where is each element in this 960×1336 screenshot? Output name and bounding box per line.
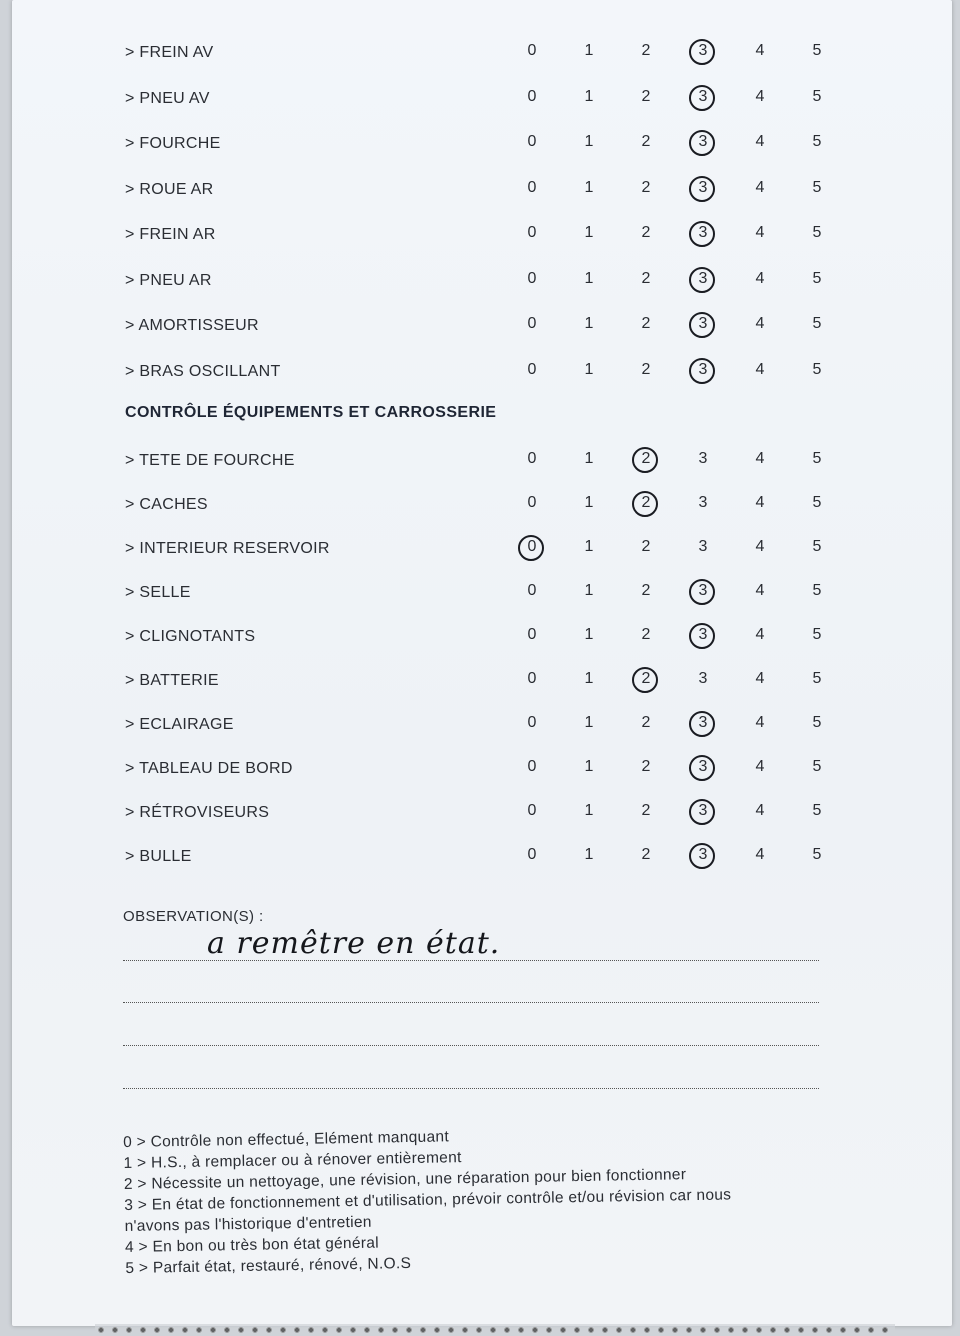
score-option[interactable]: 1 — [584, 133, 594, 150]
score-option[interactable]: 5 — [812, 494, 822, 511]
score-option[interactable]: 4 — [755, 802, 765, 819]
score-option[interactable]: 2 — [641, 178, 651, 196]
score-option[interactable]: 0 — [527, 87, 537, 105]
observation-line — [123, 960, 819, 961]
score-option-selected[interactable]: 0 — [520, 538, 544, 556]
rating-row-label: > INTERIEUR RESERVOIR — [125, 540, 330, 557]
legend-line: 3 > En état de fonctionnement et d'utilisation, prévoir contrôle et/ou révision car nous — [124, 1186, 732, 1214]
score-option[interactable]: 5 — [812, 538, 822, 555]
score-option-selected[interactable]: 3 — [691, 626, 715, 644]
score-option[interactable]: 5 — [812, 42, 822, 59]
score-option[interactable]: 4 — [755, 670, 765, 687]
rating-row-label: > CACHES — [125, 496, 208, 513]
rating-row-label: > CLIGNOTANTS — [125, 628, 256, 645]
score-option[interactable]: 5 — [812, 450, 822, 467]
rating-row — [12, 798, 952, 828]
score-option[interactable]: 3 — [698, 450, 708, 467]
score-option[interactable]: 0 — [527, 758, 537, 775]
score-option[interactable]: 1 — [584, 714, 594, 731]
score-option[interactable]: 2 — [641, 269, 651, 287]
score-option[interactable]: 5 — [812, 582, 822, 599]
score-option[interactable]: 5 — [812, 87, 822, 105]
rating-row-label: > ROUE AR — [125, 180, 214, 198]
score-option-selected[interactable]: 3 — [691, 582, 715, 600]
score-option[interactable]: 5 — [812, 846, 822, 863]
rating-row — [12, 842, 952, 872]
score-option[interactable]: 4 — [755, 538, 765, 555]
score-option-selected[interactable]: 3 — [691, 270, 715, 288]
rating-row — [12, 622, 952, 652]
legend-line: 1 > H.S., à remplacer ou à rénover entièrement — [123, 1149, 462, 1172]
score-option[interactable]: 2 — [641, 714, 651, 731]
score-option[interactable]: 4 — [755, 450, 765, 467]
score-option[interactable]: 4 — [755, 87, 765, 105]
score-option-selected[interactable]: 3 — [691, 802, 715, 820]
score-option[interactable]: 5 — [812, 269, 822, 287]
rating-row-label: > PNEU AR — [125, 271, 212, 289]
rating-row-label: > TABLEAU DE BORD — [125, 760, 293, 777]
legend-line: 4 > En bon ou très bon état général — [124, 1234, 380, 1256]
score-option-selected[interactable]: 3 — [691, 133, 715, 151]
observations-handwritten-note: a remêtre en état. — [207, 926, 501, 961]
score-option[interactable]: 2 — [641, 802, 651, 819]
score-option[interactable]: 5 — [812, 670, 822, 687]
rating-row-label: > TETE DE FOURCHE — [125, 452, 295, 469]
score-option[interactable]: 2 — [641, 315, 651, 332]
score-option-selected[interactable]: 3 — [691, 224, 715, 242]
rating-row — [12, 84, 952, 114]
score-option-selected[interactable]: 3 — [691, 758, 715, 776]
rating-row — [12, 490, 952, 520]
score-option[interactable]: 0 — [527, 714, 537, 731]
rating-row — [12, 357, 952, 387]
score-option[interactable]: 4 — [755, 714, 765, 731]
rating-row — [12, 311, 952, 341]
rating-row-label: > BATTERIE — [125, 672, 219, 689]
score-option-selected[interactable]: 3 — [691, 88, 715, 106]
score-option[interactable]: 0 — [527, 133, 537, 150]
score-option[interactable]: 3 — [698, 538, 708, 555]
score-option[interactable]: 2 — [641, 133, 651, 150]
rating-row-label: > RÉTROVISEURS — [125, 804, 270, 821]
score-option[interactable]: 2 — [641, 626, 651, 643]
score-option[interactable]: 1 — [584, 269, 594, 287]
score-option[interactable]: 4 — [755, 626, 765, 643]
score-option[interactable]: 0 — [527, 360, 537, 378]
rating-row — [12, 754, 952, 784]
score-option[interactable]: 4 — [755, 360, 765, 378]
score-option[interactable]: 1 — [584, 494, 594, 511]
score-option[interactable]: 4 — [755, 269, 765, 287]
rating-row-label: > BRAS OSCILLANT — [125, 362, 281, 380]
score-option-selected[interactable]: 3 — [691, 714, 715, 732]
score-option[interactable]: 0 — [527, 802, 537, 819]
section-title-equipment: CONTRÔLE ÉQUIPEMENTS ET CARROSSERIE — [125, 404, 497, 421]
score-option[interactable]: 0 — [527, 224, 537, 241]
score-option[interactable]: 1 — [584, 224, 594, 241]
rating-row — [12, 38, 952, 68]
rating-row-label: > BULLE — [125, 848, 192, 865]
rating-row-label: > SELLE — [125, 584, 191, 601]
score-option[interactable]: 0 — [527, 315, 537, 332]
rating-row — [12, 266, 952, 296]
score-option[interactable]: 1 — [584, 846, 594, 863]
legend-line: 5 > Parfait état, restauré, rénové, N.O.S — [125, 1254, 412, 1277]
score-option-selected[interactable]: 3 — [691, 846, 715, 864]
score-option[interactable]: 2 — [641, 224, 651, 241]
score-option[interactable]: 5 — [812, 360, 822, 378]
score-option-selected[interactable]: 3 — [691, 42, 715, 60]
score-option[interactable]: 0 — [527, 494, 537, 511]
score-option[interactable]: 1 — [584, 538, 594, 555]
rating-row — [12, 666, 952, 696]
observations-label: OBSERVATION(S) : — [123, 908, 264, 925]
rating-row — [12, 534, 952, 564]
score-option[interactable]: 5 — [812, 802, 822, 819]
rating-row-label: > ECLAIRAGE — [125, 716, 234, 733]
score-option[interactable]: 5 — [812, 626, 822, 643]
inspection-sheet — [12, 0, 952, 1326]
score-option[interactable]: 2 — [641, 42, 651, 59]
score-option[interactable]: 1 — [584, 450, 594, 467]
rating-row-label: > AMORTISSEUR — [125, 317, 259, 334]
score-option[interactable]: 1 — [584, 42, 594, 59]
score-option[interactable]: 2 — [641, 87, 651, 105]
score-option-selected[interactable]: 2 — [634, 450, 658, 468]
rating-row — [12, 175, 952, 205]
score-option[interactable]: 2 — [641, 758, 651, 775]
rating-row — [12, 129, 952, 159]
score-option[interactable]: 1 — [584, 87, 594, 105]
score-option[interactable]: 5 — [812, 178, 822, 196]
score-option[interactable]: 1 — [584, 670, 594, 687]
score-option[interactable]: 4 — [755, 494, 765, 511]
score-option[interactable]: 0 — [527, 269, 537, 287]
score-option[interactable]: 2 — [641, 360, 651, 378]
score-option-selected[interactable]: 2 — [634, 670, 658, 688]
score-option[interactable]: 3 — [698, 670, 708, 687]
rating-row — [12, 710, 952, 740]
score-option-selected[interactable]: 2 — [634, 494, 658, 512]
score-option[interactable]: 2 — [641, 846, 651, 863]
rating-row-label: > FREIN AV — [125, 44, 214, 61]
rating-row-label: > FOURCHE — [125, 135, 221, 152]
rating-legend — [123, 1120, 825, 1279]
score-option[interactable]: 4 — [755, 178, 765, 196]
rating-row-label: > FREIN AR — [125, 226, 216, 243]
score-option[interactable]: 5 — [812, 224, 822, 241]
score-option[interactable]: 0 — [527, 582, 537, 599]
observation-line — [123, 1002, 819, 1003]
rating-row — [12, 220, 952, 250]
score-option[interactable]: 0 — [527, 450, 537, 467]
score-option[interactable]: 0 — [527, 42, 537, 59]
observation-line — [123, 1088, 819, 1089]
score-option[interactable]: 5 — [812, 714, 822, 731]
score-option[interactable]: 1 — [584, 360, 594, 378]
observation-line — [123, 1045, 819, 1046]
legend-line: n'avons pas l'historique d'entretien — [124, 1213, 372, 1235]
score-option-selected[interactable]: 3 — [691, 179, 715, 197]
score-option[interactable]: 4 — [755, 42, 765, 59]
score-option[interactable]: 0 — [527, 670, 537, 687]
score-option[interactable]: 4 — [755, 758, 765, 775]
legend-line: 2 > Nécessite un nettoyage, une révision, une réparation pour bien fonctionner — [123, 1166, 687, 1193]
score-option[interactable]: 0 — [527, 626, 537, 643]
score-option[interactable]: 1 — [584, 178, 594, 196]
score-option[interactable]: 4 — [755, 224, 765, 241]
score-option[interactable]: 4 — [755, 315, 765, 332]
score-option-selected[interactable]: 3 — [691, 361, 715, 379]
score-option[interactable]: 5 — [812, 758, 822, 775]
score-option[interactable]: 0 — [527, 178, 537, 196]
rating-row — [12, 578, 952, 608]
score-option[interactable]: 5 — [812, 315, 822, 332]
score-option[interactable]: 1 — [584, 626, 594, 643]
rating-row — [12, 446, 952, 476]
score-option[interactable]: 1 — [584, 758, 594, 775]
score-option[interactable]: 5 — [812, 133, 822, 150]
binder-ring-strip — [95, 1324, 895, 1336]
score-option[interactable]: 1 — [584, 802, 594, 819]
legend-line: 0 > Contrôle non effectué, Elément manquant — [123, 1128, 450, 1151]
score-option-selected[interactable]: 3 — [691, 315, 715, 333]
score-option[interactable]: 1 — [584, 582, 594, 599]
score-option[interactable]: 0 — [527, 846, 537, 863]
rating-row-label: > PNEU AV — [125, 89, 210, 107]
score-option[interactable]: 4 — [755, 133, 765, 150]
score-option[interactable]: 3 — [698, 494, 708, 511]
score-option[interactable]: 4 — [755, 846, 765, 863]
score-option[interactable]: 2 — [641, 582, 651, 599]
score-option[interactable]: 2 — [641, 538, 651, 555]
score-option[interactable]: 1 — [584, 315, 594, 332]
score-option[interactable]: 4 — [755, 582, 765, 599]
